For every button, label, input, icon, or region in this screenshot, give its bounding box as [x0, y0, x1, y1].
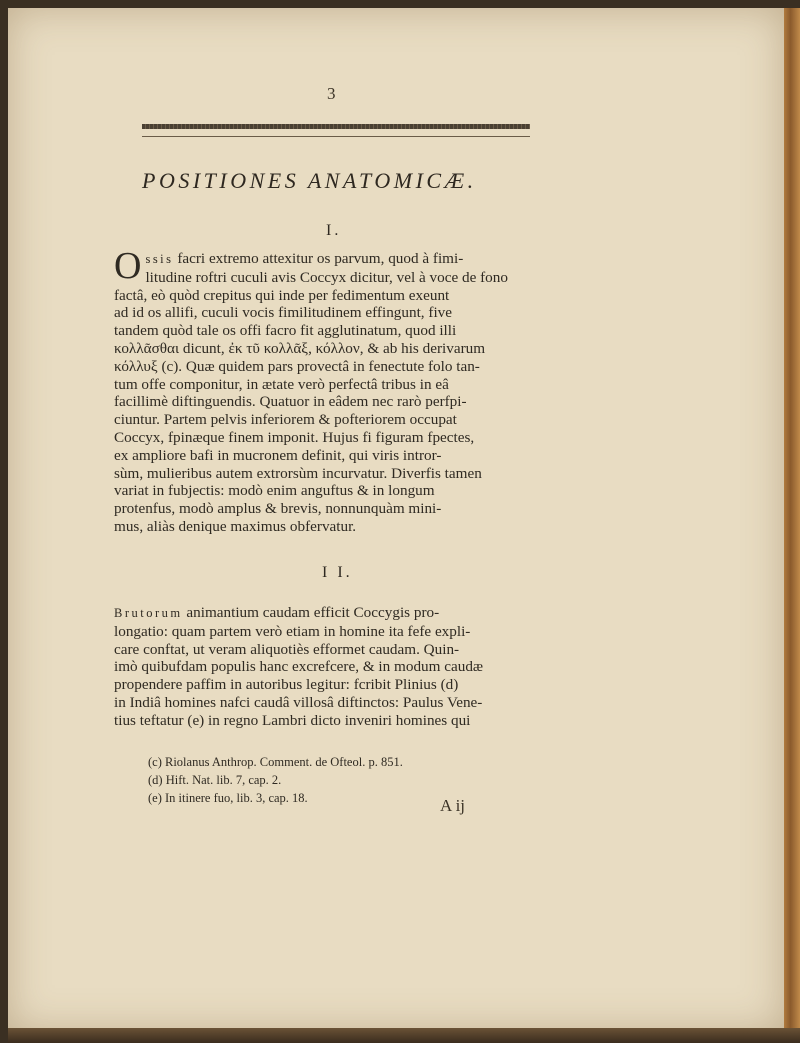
text-line: propendere paffim in autoribus legitur: fcribit Plinius (d) [114, 676, 459, 694]
drop-capital: O [114, 245, 142, 287]
section-1-text [114, 245, 548, 536]
section-number-1: I. [326, 222, 342, 239]
section-number-2: I I. [322, 564, 353, 581]
text-line: litudine roftri cuculi avis Coccyx dicitur, vel à voce de fono [145, 268, 508, 286]
text-line: tius teftatur (e) in regno Lambri dicto inveniri homines qui [114, 711, 471, 729]
text-line: sùm, mulieribus autem extrorsùm incurvatur. Diverfis tamen [114, 464, 482, 482]
footnote-d: (d) Hift. Nat. lib. 7, cap. 2. [148, 773, 282, 787]
text-line: κολλᾶσθαι dicunt, ἐκ τῦ κολλᾶξ, κόλλον, & ab his derivarum [114, 339, 486, 357]
text-line: imò quibufdam populis hanc excrefcere, & in modum caudæ [114, 658, 484, 676]
page-edge-right [784, 8, 800, 1032]
footnote-c: (c) Riolanus Anthrop. Comment. de Ofteol. p. 851. [148, 755, 403, 769]
text-line: protenfus, modò amplus & brevis, nonnunquàm mini- [114, 500, 442, 518]
header-rule [142, 124, 530, 129]
text-line: factâ, eò quòd crepitus qui inde per fedimentum exeunt [114, 286, 450, 304]
small-caps-word: ssis [145, 252, 174, 266]
text-line: Coccyx, fpinæque finem imponit. Hujus fi figuram fpectes, [114, 428, 475, 446]
text-line: facri extremo attexitur os parvum, quod à fimi- [177, 250, 464, 267]
small-caps-word: Brutorum [114, 606, 183, 620]
text-line: κόλλυξ (c). Quæ quidem pars provectâ in fenectute folo tan- [114, 357, 480, 375]
text-line: variat in fubjectis: modò enim anguftus & in longum [114, 482, 435, 500]
header-rule-thin [142, 136, 530, 137]
text-line: care conftat, ut veram aliquotiès efformet caudam. Quin- [114, 640, 460, 658]
text-line: longatio: quam partem verò etiam in homine ita fefe expli- [114, 622, 471, 640]
text-line: in Indiâ homines nafci caudâ villosâ diftinctos: Paulus Vene- [114, 693, 483, 711]
text-line: facillimè diftinguendis. Quatuor in eâdem nec rarò perfpi- [114, 393, 467, 411]
text-line: ex ampliore bafi in mucronem definit, qui viris intror- [114, 446, 442, 464]
text-line: tum offe componitur, in ætate verò perfectâ tribus in eâ [114, 375, 449, 393]
text-line: tandem quòd tale os offi facro fit agglutinatum, quod illi [114, 322, 457, 340]
section-2-text [114, 604, 548, 730]
text-line: ciuntur. Partem pelvis inferiorem & pofteriorem occupat [114, 411, 457, 429]
text-line: mus, aliàs denique maximus obfervatur. [114, 517, 357, 535]
text-line: animantium caudam efficit Coccygis pro- [186, 604, 440, 621]
page-edge-bottom [8, 1028, 800, 1043]
page-title: POSITIONES ANATOMICÆ. [142, 168, 477, 193]
page-number: 3 [327, 84, 336, 103]
footnote-e: (e) In itinere fuo, lib. 3, cap. 18. [148, 791, 308, 805]
signature-mark: A ij [440, 796, 466, 815]
text-line: ad id os allifi, cuculi vocis fimilitudinem effingunt, five [114, 304, 452, 322]
